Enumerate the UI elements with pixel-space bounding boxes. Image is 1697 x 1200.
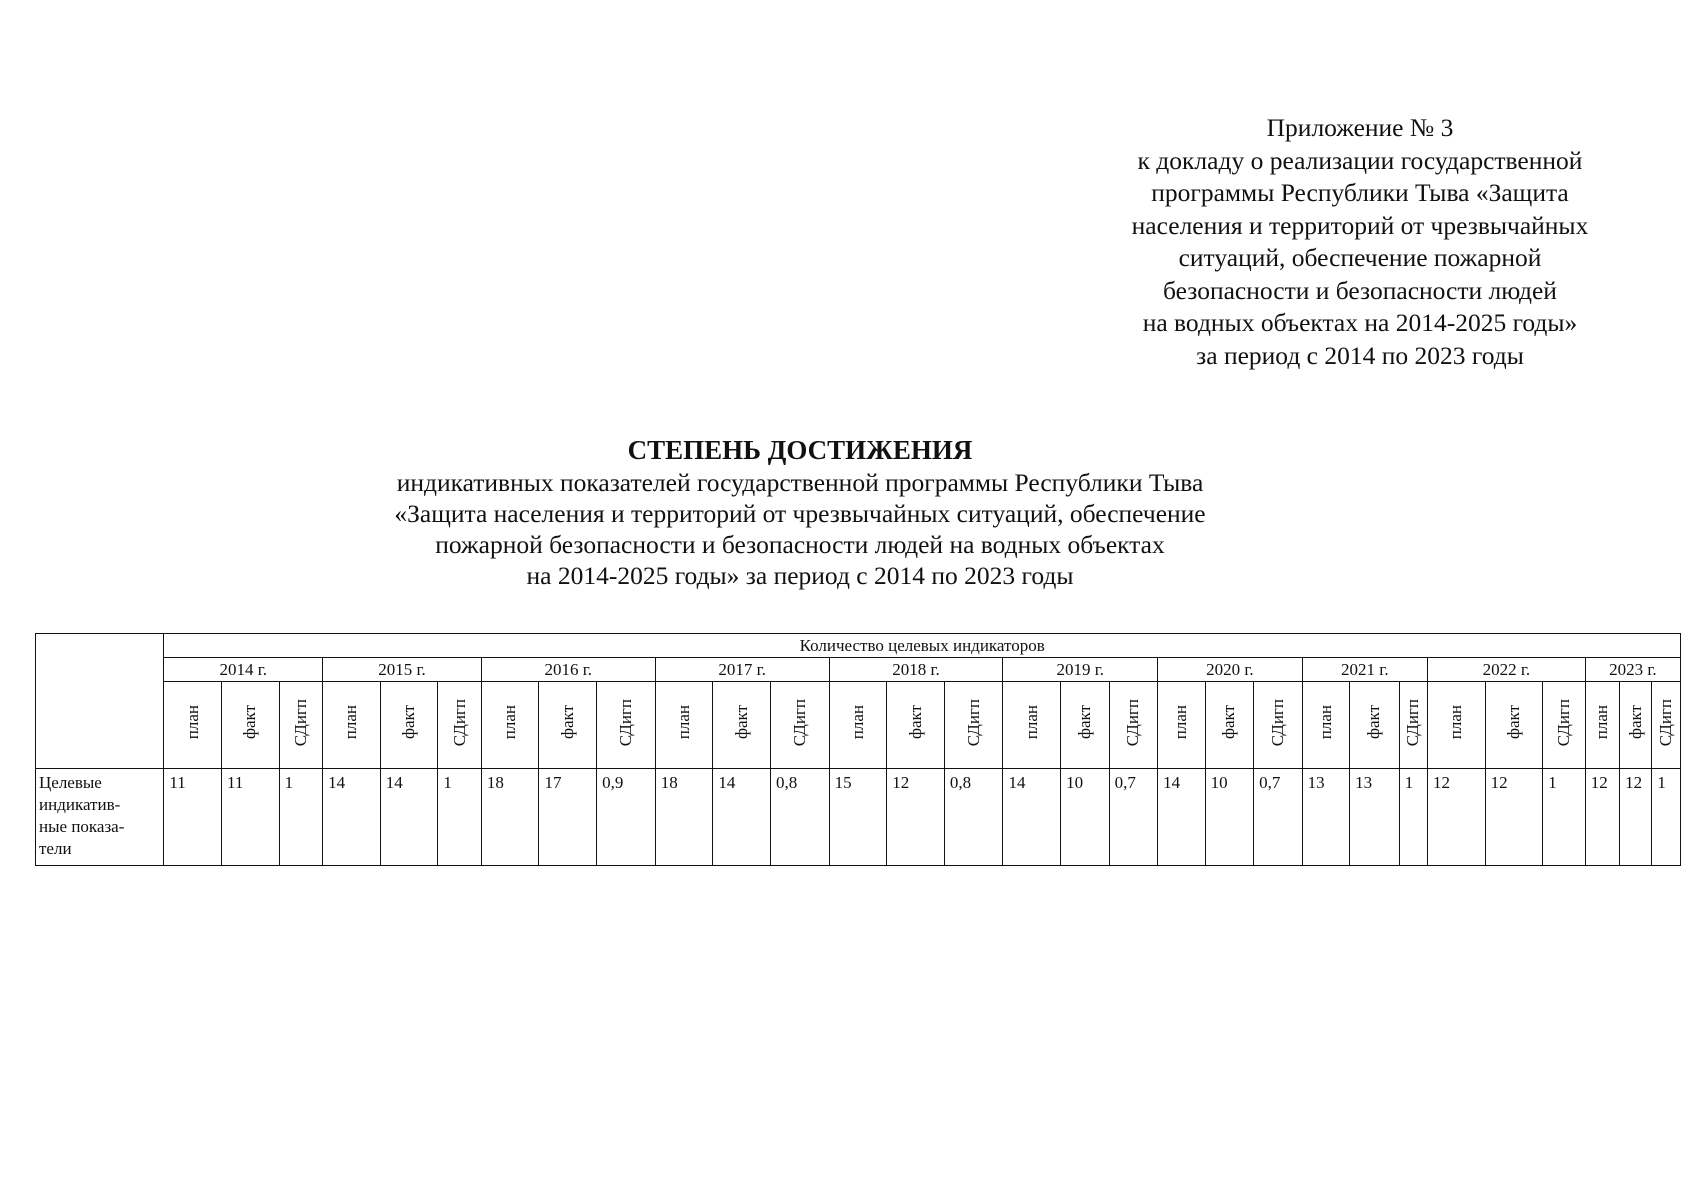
subheader-cell bbox=[1399, 682, 1427, 769]
value-sd: 1 bbox=[284, 773, 294, 792]
document-title-block bbox=[300, 433, 1300, 591]
subheader-fact: факт bbox=[240, 705, 260, 740]
value-cell bbox=[770, 769, 829, 866]
subheader-sd: СДигп bbox=[789, 698, 809, 747]
subheader-cell bbox=[1543, 682, 1585, 769]
value-cell bbox=[1428, 769, 1486, 866]
subheader-cell bbox=[1652, 682, 1681, 769]
value-sd: 0,8 bbox=[949, 773, 972, 792]
year-header: 2018 г. bbox=[829, 658, 1003, 682]
value-fact: 14 bbox=[718, 773, 736, 792]
subheader-cell bbox=[1205, 682, 1254, 769]
subheader-fact: факт bbox=[1074, 705, 1094, 740]
value-sd: 0,9 bbox=[602, 773, 624, 792]
subheader-plan: план bbox=[1171, 705, 1191, 740]
subheader-cell bbox=[222, 682, 280, 769]
value-plan: 18 bbox=[660, 773, 678, 792]
subheader-cell bbox=[655, 682, 713, 769]
subheader-cell bbox=[1003, 682, 1061, 769]
value-cell bbox=[713, 769, 771, 866]
subheader-cell bbox=[481, 682, 539, 769]
subheader-cell bbox=[1061, 682, 1110, 769]
subheader-plan: план bbox=[1592, 705, 1612, 740]
row-label: Целевые индикатив- ные показа- тели bbox=[39, 773, 125, 858]
value-fact: 13 bbox=[1355, 773, 1373, 792]
value-cell bbox=[829, 769, 887, 866]
subheader-sd: СДигп bbox=[449, 698, 469, 747]
subheader-plan: план bbox=[1315, 705, 1335, 740]
value-sd: 0,7 bbox=[1259, 773, 1281, 792]
row-label-cell bbox=[36, 769, 164, 866]
value-plan: 13 bbox=[1307, 773, 1325, 792]
subheader-cell bbox=[1428, 682, 1486, 769]
value-cell bbox=[222, 769, 280, 866]
value-fact: 10 bbox=[1066, 773, 1084, 792]
subheader-cell bbox=[1254, 682, 1303, 769]
value-sd: 0,7 bbox=[1114, 773, 1136, 792]
value-cell bbox=[1061, 769, 1110, 866]
title-line: «Защита населения и территорий от чрезвычайных ситуаций, обеспечение bbox=[394, 499, 1206, 528]
value-plan: 12 bbox=[1590, 773, 1608, 792]
title-line: пожарной безопасности и безопасности людей на водных объектах bbox=[435, 530, 1165, 559]
year-header: 2021 г. bbox=[1302, 658, 1427, 682]
subheader-cell bbox=[829, 682, 887, 769]
subheader-fact: факт bbox=[731, 705, 751, 740]
subheader-fact: факт bbox=[1503, 705, 1523, 740]
value-fact: 11 bbox=[227, 773, 244, 792]
value-cell bbox=[539, 769, 597, 866]
value-plan: 14 bbox=[1008, 773, 1026, 792]
value-cell bbox=[944, 769, 1003, 866]
appendix-line: Приложение № 3 bbox=[1266, 113, 1454, 142]
appendix-line: на водных объектах на 2014-2025 годы» bbox=[1142, 308, 1578, 337]
subheader-cell bbox=[1158, 682, 1206, 769]
value-cell bbox=[1109, 769, 1158, 866]
subheader-fact: факт bbox=[1364, 705, 1384, 740]
year-header: 2022 г. bbox=[1428, 658, 1586, 682]
document-heading: СТЕПЕНЬ ДОСТИЖЕНИЯ bbox=[627, 435, 973, 465]
appendix-line: за период с 2014 по 2023 годы bbox=[1196, 340, 1524, 370]
value-cell bbox=[1399, 769, 1427, 866]
subheader-sd: СДигп bbox=[1403, 698, 1423, 747]
subheader-cell bbox=[539, 682, 597, 769]
value-fact: 14 bbox=[385, 773, 403, 792]
subheader-cell bbox=[438, 682, 481, 769]
value-cell bbox=[1350, 769, 1400, 866]
appendix-line: безопасности и безопасности людей bbox=[1163, 275, 1557, 305]
subheader-plan: план bbox=[341, 705, 361, 740]
value-plan: 15 bbox=[834, 773, 852, 792]
subheader-cell bbox=[1585, 682, 1619, 769]
year-header: 2016 г. bbox=[481, 658, 655, 682]
value-cell bbox=[655, 769, 713, 866]
value-fact: 12 bbox=[1490, 773, 1508, 792]
value-sd: 0,8 bbox=[775, 773, 798, 792]
corner-cell bbox=[36, 634, 164, 769]
subheader-cell bbox=[1302, 682, 1350, 769]
subheader-cell bbox=[1350, 682, 1400, 769]
years-header-row bbox=[36, 658, 1681, 682]
subheader-cell bbox=[380, 682, 438, 769]
subheader-plan: план bbox=[1446, 705, 1466, 740]
subheader-plan: план bbox=[500, 705, 520, 740]
appendix-line: программы Республики Тыва «Защита bbox=[1151, 178, 1569, 207]
subheader-sd: СДигп bbox=[1553, 698, 1573, 747]
subheader-sd: СДигп bbox=[615, 698, 635, 747]
value-cell bbox=[279, 769, 322, 866]
value-sd: 1 bbox=[1548, 773, 1557, 792]
subheader-cell bbox=[1109, 682, 1158, 769]
subheader-cell bbox=[1485, 682, 1543, 769]
subheader-plan: план bbox=[674, 705, 694, 740]
year-header: 2014 г. bbox=[164, 658, 323, 682]
value-plan: 14 bbox=[328, 773, 346, 792]
appendix-line: к докладу о реализации государственной bbox=[1137, 145, 1583, 175]
value-cell bbox=[1302, 769, 1350, 866]
subheader-sd: СДигп bbox=[1123, 698, 1143, 747]
appendix-block bbox=[1080, 112, 1640, 372]
value-fact: 12 bbox=[892, 773, 910, 792]
value-sd: 1 bbox=[1404, 773, 1414, 792]
value-cell bbox=[597, 769, 656, 866]
value-plan: 12 bbox=[1433, 773, 1450, 792]
subheader-cell bbox=[279, 682, 322, 769]
value-fact: 12 bbox=[1625, 773, 1643, 792]
appendix-line: ситуаций, обеспечение пожарной bbox=[1178, 243, 1542, 272]
value-cell bbox=[1620, 769, 1652, 866]
value-cell bbox=[1158, 769, 1206, 866]
subheader-cell bbox=[323, 682, 381, 769]
year-header: 2019 г. bbox=[1003, 658, 1158, 682]
subheader-cell bbox=[1620, 682, 1652, 769]
year-header: 2020 г. bbox=[1158, 658, 1303, 682]
year-header: 2015 г. bbox=[323, 658, 482, 682]
value-sd: 1 bbox=[443, 773, 452, 792]
value-cell bbox=[1585, 769, 1619, 866]
value-plan: 11 bbox=[169, 773, 186, 792]
subheader-sd: СДигп bbox=[1656, 698, 1676, 747]
subheader-plan: план bbox=[182, 705, 202, 740]
table-row bbox=[36, 769, 1681, 866]
subheader-fact: факт bbox=[399, 705, 419, 740]
value-cell bbox=[1543, 769, 1585, 866]
subheader-sd: СДигп bbox=[290, 698, 310, 747]
subheader-cell bbox=[597, 682, 656, 769]
year-header: 2023 г. bbox=[1585, 658, 1680, 682]
title-line: на 2014-2025 годы» за период с 2014 по 2023 годы bbox=[526, 561, 1074, 590]
year-header: 2017 г. bbox=[655, 658, 829, 682]
value-cell bbox=[1652, 769, 1681, 866]
value-cell bbox=[1254, 769, 1303, 866]
indicators-table bbox=[35, 633, 1681, 866]
value-cell bbox=[1205, 769, 1254, 866]
subheader-plan: план bbox=[1021, 705, 1041, 740]
subheader-plan: план bbox=[847, 705, 867, 740]
subheader-cell bbox=[164, 682, 222, 769]
value-sd: 1 bbox=[1657, 773, 1666, 792]
value-plan: 14 bbox=[1163, 773, 1181, 792]
subheader-sd: СДигп bbox=[963, 698, 983, 747]
value-cell bbox=[481, 769, 539, 866]
value-fact: 10 bbox=[1210, 773, 1228, 792]
subheader-row bbox=[36, 682, 1681, 769]
value-fact: 17 bbox=[544, 773, 562, 792]
subheader-cell bbox=[944, 682, 1003, 769]
subheader-fact: факт bbox=[557, 705, 577, 740]
subheader-cell bbox=[713, 682, 771, 769]
value-cell bbox=[1485, 769, 1543, 866]
subheader-fact: факт bbox=[905, 705, 925, 740]
value-cell bbox=[887, 769, 945, 866]
appendix-line: населения и территорий от чрезвычайных bbox=[1131, 210, 1589, 240]
value-cell bbox=[438, 769, 481, 866]
table-caption: Количество целевых индикаторов bbox=[164, 634, 1681, 658]
table-caption-row bbox=[36, 634, 1681, 658]
subheader-cell bbox=[887, 682, 945, 769]
value-plan: 18 bbox=[486, 773, 504, 792]
value-cell bbox=[164, 769, 222, 866]
value-cell bbox=[1003, 769, 1061, 866]
title-line: индикативных показателей государственной программы Республики Тыва bbox=[396, 468, 1204, 497]
subheader-fact: факт bbox=[1219, 705, 1239, 740]
subheader-fact: факт bbox=[1625, 705, 1645, 740]
subheader-cell bbox=[770, 682, 829, 769]
value-cell bbox=[323, 769, 381, 866]
value-cell bbox=[380, 769, 438, 866]
subheader-sd: СДигп bbox=[1267, 698, 1287, 747]
